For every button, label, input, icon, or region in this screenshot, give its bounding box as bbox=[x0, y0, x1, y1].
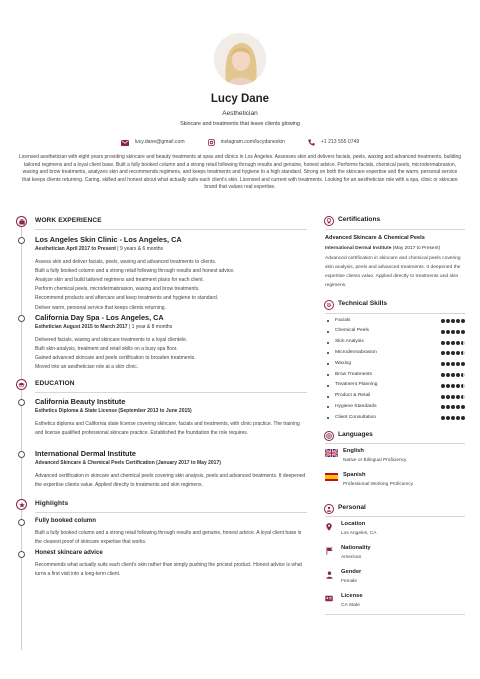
skill-rating bbox=[441, 351, 465, 355]
bullet-icon bbox=[327, 320, 329, 322]
timeline-dot bbox=[18, 399, 25, 406]
duty-line: Recommend products and aftercare and keep treatments and hygiene to standard. bbox=[35, 295, 219, 302]
email-text: lucy.dane@gmail.com bbox=[134, 139, 185, 146]
rating-dot bbox=[461, 416, 465, 420]
timeline-dot bbox=[18, 551, 25, 558]
certification-description: Advanced certification in skincare and chemical peels covering skin analysis, peels and advanced treatments. It deepened the expertise clients value. Applied directly to treatments and skin regimens. bbox=[325, 256, 461, 288]
rating-dot bbox=[441, 319, 445, 323]
certification-dates: (May 2017 to Present) bbox=[392, 245, 441, 251]
gear-icon bbox=[324, 300, 334, 310]
phone-text: +1 213 555 0749 bbox=[320, 139, 360, 146]
globe-icon bbox=[324, 431, 334, 441]
timeline-dot bbox=[18, 315, 25, 322]
skill-row bbox=[325, 402, 465, 412]
duty-line: Assess skin and deliver facials, peels, waxing and advanced treatments to clients. bbox=[35, 259, 217, 266]
education-heading: EDUCATION bbox=[35, 380, 75, 387]
timeline-line bbox=[21, 226, 22, 650]
rating-dot bbox=[461, 373, 465, 377]
bullet-icon bbox=[327, 342, 329, 344]
profile-photo bbox=[214, 33, 266, 85]
rating-dot bbox=[461, 405, 465, 409]
skill-rating bbox=[441, 405, 465, 409]
bullet-icon bbox=[327, 396, 329, 398]
job-role: Esthetician bbox=[35, 324, 62, 331]
job-meta: Aesthetician April 2017 to Present | 9 years & 6 months bbox=[35, 246, 164, 253]
rating-dot bbox=[451, 416, 455, 420]
skill-name: Hygiene Standards bbox=[335, 404, 377, 410]
skill-row bbox=[325, 327, 465, 337]
rating-dot bbox=[456, 351, 460, 355]
personal-label: License bbox=[341, 593, 363, 599]
skill-row bbox=[325, 381, 465, 391]
timeline-dot bbox=[18, 237, 25, 244]
degree-line: Advanced Skincare & Chemical Peels Certification (January 2017 to May 2017) bbox=[35, 460, 221, 467]
skill-row bbox=[325, 316, 465, 326]
skill-rating bbox=[441, 384, 465, 388]
person-icon bbox=[324, 504, 334, 514]
section-divider bbox=[35, 229, 307, 230]
rating-dot bbox=[441, 373, 445, 377]
work-experience-heading: WORK EXPERIENCE bbox=[35, 217, 102, 224]
skill-row bbox=[325, 413, 465, 423]
rating-dot bbox=[441, 341, 445, 345]
rating-dot bbox=[456, 373, 460, 377]
highlight-title: Fully booked column bbox=[35, 517, 96, 524]
bullet-icon bbox=[327, 374, 329, 376]
highlight-title: Honest skincare advice bbox=[35, 549, 103, 556]
phone-contact[interactable] bbox=[307, 138, 359, 147]
rating-dot bbox=[456, 416, 460, 420]
bullet-icon bbox=[327, 417, 329, 419]
person-icon bbox=[325, 570, 333, 579]
skill-rating bbox=[441, 373, 465, 377]
section-divider bbox=[325, 313, 465, 314]
duty-line: Deliver warm, personal service that keeps clients returning. bbox=[35, 304, 166, 311]
skill-name: Facials bbox=[335, 317, 351, 323]
highlight-entry bbox=[35, 549, 307, 579]
rating-dot bbox=[461, 362, 465, 366]
section-divider bbox=[35, 392, 307, 393]
highlight-description: Recommends what actually suits each client's skin rather than simply pushing the priciest product. Honest advice is what turns a first visit into a long-term client. bbox=[35, 562, 302, 578]
rating-dot bbox=[446, 351, 450, 355]
job-dates: April 2017 to Present bbox=[66, 246, 116, 253]
certification-issuer: International Dermal Institute bbox=[325, 245, 392, 251]
rating-dot bbox=[456, 362, 460, 366]
uk-flag-icon bbox=[325, 449, 338, 457]
technical-skills-heading: Technical Skills bbox=[338, 300, 387, 307]
rating-dot bbox=[441, 330, 445, 334]
rating-dot bbox=[451, 319, 455, 323]
skill-rating bbox=[441, 416, 465, 420]
certifications-heading: Certifications bbox=[338, 216, 381, 223]
skill-row bbox=[325, 370, 465, 380]
section-divider bbox=[325, 443, 465, 444]
personal-entry bbox=[325, 593, 465, 609]
duty-line: Moved into an aesthetician role at a skin clinic. bbox=[35, 364, 139, 371]
bullet-icon bbox=[327, 363, 329, 365]
rating-dot bbox=[441, 416, 445, 420]
job-dates: August 2015 to March 2017 bbox=[63, 324, 128, 331]
rating-dot bbox=[446, 362, 450, 366]
skill-row bbox=[325, 348, 465, 358]
education-entry bbox=[35, 449, 307, 490]
flag-icon bbox=[325, 546, 333, 555]
rating-dot bbox=[461, 351, 465, 355]
rating-dot bbox=[451, 351, 455, 355]
bullet-icon bbox=[327, 352, 329, 354]
job-duties bbox=[35, 258, 307, 313]
rating-dot bbox=[461, 319, 465, 323]
personal-entry bbox=[325, 545, 465, 561]
job-entry bbox=[35, 313, 307, 372]
language-name: English bbox=[343, 448, 364, 454]
highlight-entry bbox=[35, 517, 307, 547]
section-divider bbox=[325, 229, 465, 230]
duty-line: Built skin-analysis, treatment and retail skills on a busy spa floor. bbox=[35, 346, 178, 353]
instagram-icon bbox=[207, 138, 216, 147]
language-entry bbox=[325, 448, 465, 464]
language-name: Spanish bbox=[343, 472, 366, 478]
spain-flag-icon bbox=[325, 473, 338, 481]
highlights-heading: Highlights bbox=[35, 500, 69, 507]
rating-dot bbox=[451, 330, 455, 334]
rating-dot bbox=[456, 384, 460, 388]
instagram-contact[interactable] bbox=[207, 138, 285, 147]
language-level: Professional Working Proficiency bbox=[343, 481, 414, 487]
timeline-dot bbox=[18, 519, 25, 526]
job-duration: 9 years & 6 months bbox=[119, 246, 164, 253]
job-meta: Esthetician August 2015 to March 2017 | 1 year & 8 months bbox=[35, 324, 173, 331]
personal-label: Location bbox=[341, 521, 366, 527]
certificate-icon bbox=[324, 216, 334, 226]
job-duties bbox=[35, 336, 307, 372]
instagram-text: instagram.com/lucydaneskin bbox=[220, 139, 285, 146]
rating-dot bbox=[451, 373, 455, 377]
rating-dot bbox=[461, 395, 465, 399]
rating-dot bbox=[446, 319, 450, 323]
candidate-name: Lucy Dane bbox=[210, 93, 270, 105]
personal-value: CA State bbox=[341, 602, 360, 608]
certification-issuer-line bbox=[325, 246, 465, 252]
briefcase-icon bbox=[16, 216, 27, 227]
bullet-icon bbox=[327, 406, 329, 408]
duty-line: Gained advanced skincare and peels certification to broaden treatments. bbox=[35, 355, 196, 362]
license-card-icon bbox=[325, 594, 333, 603]
rating-dot bbox=[446, 395, 450, 399]
rating-dot bbox=[461, 330, 465, 334]
skill-row bbox=[325, 359, 465, 369]
degree-line: Esthetics Diploma & State License (September 2013 to June 2015) bbox=[35, 408, 192, 415]
personal-entry bbox=[325, 569, 465, 585]
rating-dot bbox=[461, 384, 465, 388]
job-title: Aesthetician bbox=[222, 110, 258, 117]
section-divider bbox=[325, 516, 465, 517]
rating-dot bbox=[446, 330, 450, 334]
profile-summary: Licensed aesthetician with eight years providing skincare and beauty treatments at spas and clinics in Los Angeles. Assesses skin and delivers facials, peels, waxing and advanced treatments, building tailored regimens and a loyal client base. Built a fully booked column and a strong retail following through results and genuine, honest advice. Performs facials, chemical peels, microdermabrasion, waxing and brow treatments, analyzes skin and recommends regimens, and keeps treatments and hygiene to a high standard. Strong on both the skincare expertise and the warm, personal service that keeps clients returning. Caring, skilled and honest about what actually suits each client's skin. Licensed and current with treatments. Looking for an aesthetician role with a spa, clinic or skincare brand that values real expertise. bbox=[18, 154, 462, 191]
personal-value: American bbox=[341, 554, 362, 560]
section-divider bbox=[35, 512, 307, 513]
education-description: Esthetics diploma and California state license covering skincare, facials and treatments, with clinic practice. The training and license qualified professional skincare practice. Established the foundation the role requires. bbox=[35, 421, 300, 437]
email-contact[interactable] bbox=[121, 138, 185, 147]
contact-bar bbox=[0, 138, 480, 147]
tagline: Skincare and treatments that leave clients glowing bbox=[180, 121, 300, 127]
personal-heading: Personal bbox=[338, 504, 366, 511]
highlight-star-icon bbox=[16, 499, 27, 510]
education-description: Advanced certification in skincare and chemical peels covering skin analysis, peels and advanced treatments. It deepened the expertise clients value. Applied directly to treatments and skin regimens. bbox=[35, 473, 306, 489]
languages-heading: Languages bbox=[338, 431, 373, 438]
rating-dot bbox=[456, 330, 460, 334]
skill-rating bbox=[441, 395, 465, 399]
duty-line: Analyze skin and build tailored regimens and treatment plans for each client. bbox=[35, 277, 204, 284]
bullet-icon bbox=[327, 385, 329, 387]
skill-name: Brow Treatments bbox=[335, 371, 372, 377]
rating-dot bbox=[441, 405, 445, 409]
rating-dot bbox=[441, 351, 445, 355]
rating-dot bbox=[451, 395, 455, 399]
rating-dot bbox=[451, 405, 455, 409]
rating-dot bbox=[446, 384, 450, 388]
rating-dot bbox=[446, 373, 450, 377]
school-name: International Dermal Institute bbox=[35, 449, 136, 458]
education-entry bbox=[35, 397, 307, 438]
personal-label: Gender bbox=[341, 569, 362, 575]
rating-dot bbox=[456, 395, 460, 399]
job-entry bbox=[35, 235, 307, 313]
certification-entry bbox=[325, 235, 465, 290]
email-icon bbox=[121, 138, 130, 147]
skill-name: Skin Analysis bbox=[335, 339, 364, 345]
skill-name: Client Consultation bbox=[335, 414, 377, 420]
certification-title: Advanced Skincare & Chemical Peels bbox=[325, 235, 425, 241]
rating-dot bbox=[456, 319, 460, 323]
rating-dot bbox=[441, 384, 445, 388]
skill-rating bbox=[441, 319, 465, 323]
avatar bbox=[214, 33, 266, 85]
personal-label: Nationality bbox=[341, 545, 371, 551]
section-divider bbox=[325, 614, 465, 615]
skill-name: Treatment Planning bbox=[335, 382, 378, 388]
skill-row bbox=[325, 338, 465, 348]
job-duration: 1 year & 8 months bbox=[131, 324, 173, 331]
location-pin-icon bbox=[325, 522, 333, 531]
job-role: Aesthetician bbox=[35, 246, 65, 253]
skill-name: Microdermabrasion bbox=[335, 350, 377, 356]
job-title-line: Los Angeles Skin Clinic - Los Angeles, CA bbox=[35, 235, 182, 244]
skill-row bbox=[325, 392, 465, 402]
rating-dot bbox=[446, 341, 450, 345]
skill-name: Waxing bbox=[335, 360, 352, 366]
rating-dot bbox=[451, 362, 455, 366]
graduation-cap-icon bbox=[16, 379, 27, 390]
personal-value: Female bbox=[341, 578, 357, 584]
rating-dot bbox=[441, 362, 445, 366]
skill-rating bbox=[441, 362, 465, 366]
phone-icon bbox=[307, 138, 316, 147]
duty-line: Perform chemical peels, microdermabrasion, waxing and brow treatments. bbox=[35, 286, 200, 293]
skill-name: Product & Retail bbox=[335, 393, 371, 399]
rating-dot bbox=[446, 416, 450, 420]
school-name: California Beauty Institute bbox=[35, 397, 126, 406]
rating-dot bbox=[461, 341, 465, 345]
bullet-icon bbox=[327, 331, 329, 333]
rating-dot bbox=[451, 384, 455, 388]
rating-dot bbox=[441, 395, 445, 399]
skill-name: Chemical Peels bbox=[335, 328, 369, 334]
rating-dot bbox=[456, 341, 460, 345]
duty-line: Delivered facials, waxing and skincare treatments to a loyal clientele. bbox=[35, 337, 188, 344]
rating-dot bbox=[456, 405, 460, 409]
job-title-line: California Day Spa - Los Angeles, CA bbox=[35, 313, 164, 322]
personal-value: Los Angeles, CA bbox=[341, 530, 377, 536]
skill-rating bbox=[441, 330, 465, 334]
skill-rating bbox=[441, 341, 465, 345]
rating-dot bbox=[446, 405, 450, 409]
language-level: Native or Bilingual Proficiency bbox=[343, 457, 407, 463]
rating-dot bbox=[451, 341, 455, 345]
highlight-description: Built a fully booked column and a strong retail following through results and genuine, honest advice. A loyal client base is the clearest proof of skincare expertise that works. bbox=[35, 530, 302, 546]
timeline-dot bbox=[18, 451, 25, 458]
personal-entry bbox=[325, 521, 465, 537]
language-entry bbox=[325, 472, 465, 488]
duty-line: Built a fully booked column and a strong retail following through results and honest advice. bbox=[35, 268, 235, 275]
